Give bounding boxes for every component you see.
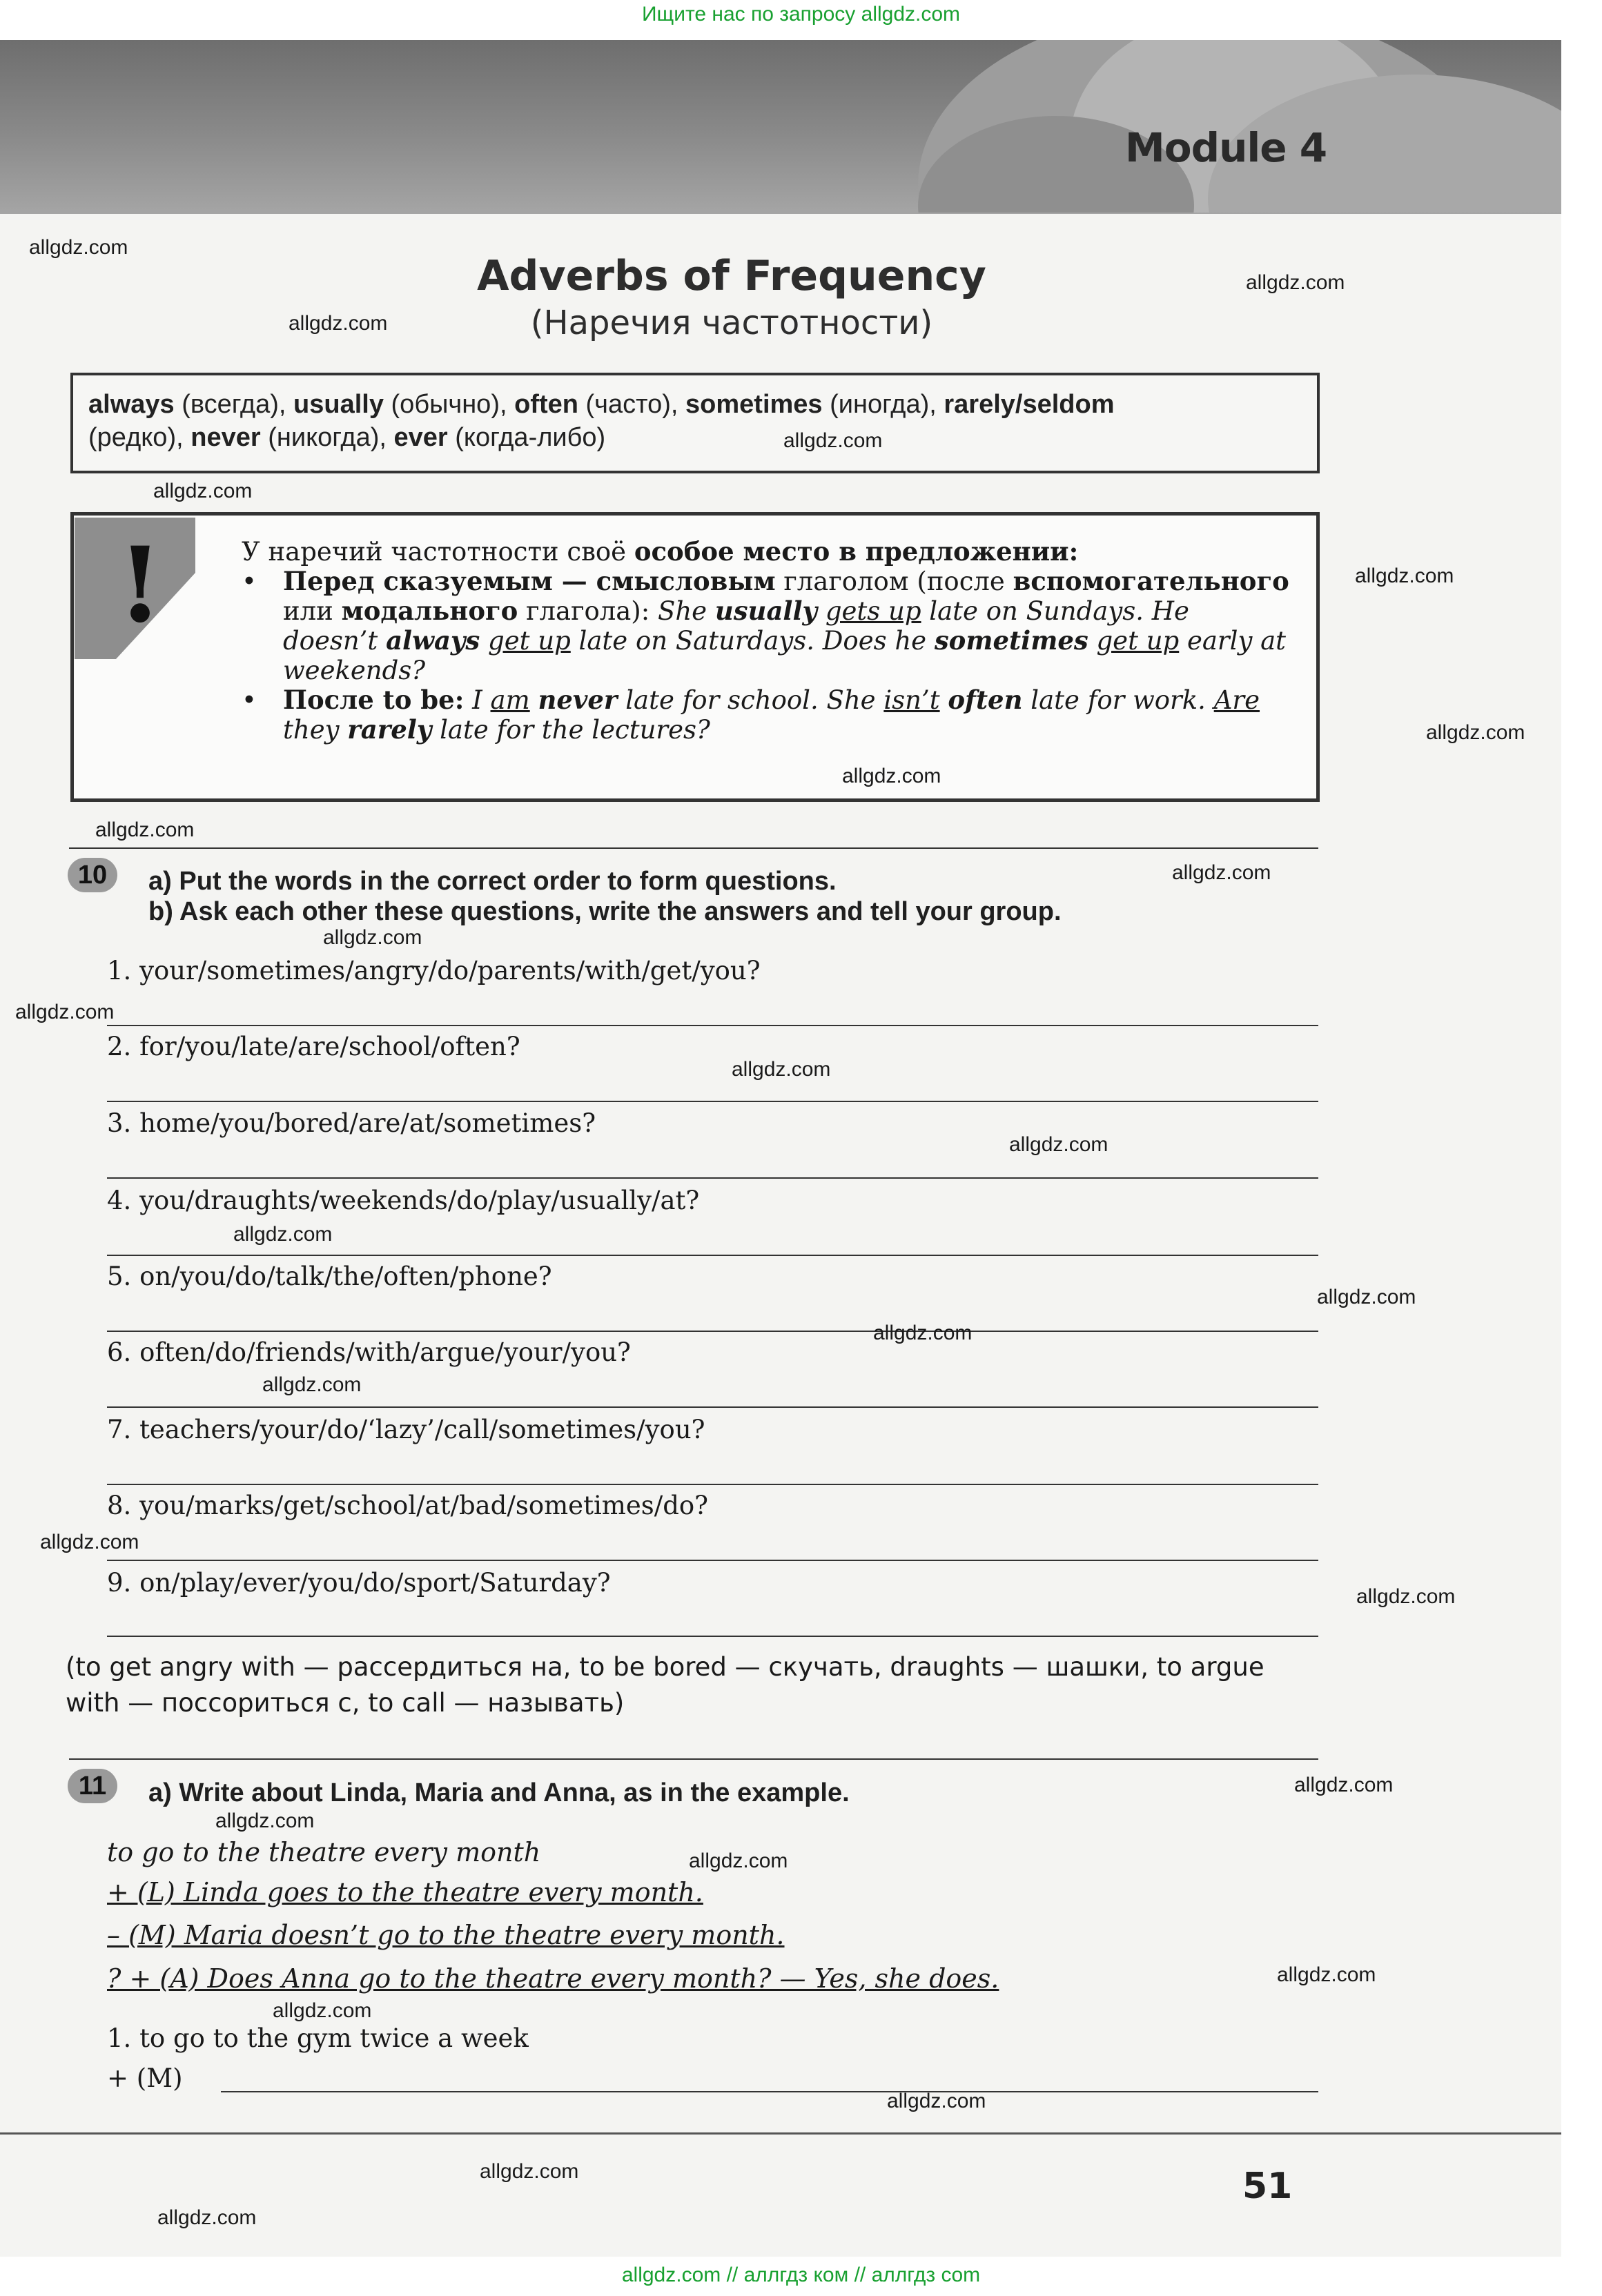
ex11-item-1: 1. to go to the gym twice a week [107,2023,529,2053]
adverb-never-ru: (никогда), [268,423,387,452]
section-title: Adverbs of Frequency [477,252,986,300]
footer-rule [0,2132,1561,2135]
rule-bullet-1: • Перед сказуемым — смысловым глаголом (после вспомогательного или модального глагола): She usually gets up late on Sundays. He doesn’t always get up late on Saturdays. Does he sometimes get up early at weekends? [242,567,1291,685]
answer-line-4[interactable] [107,1255,1318,1256]
exclamation-mark: ! [117,524,163,646]
adverbs-list-box [70,373,1320,473]
watermark: allgdz.com [157,2206,257,2229]
adverb-often: often [514,390,578,419]
watermark: allgdz.com [273,1999,372,2022]
ex11-example-anna: ? + (A) Does Anna go to the theatre every month? — Yes, she does. [107,1963,999,1994]
watermark: allgdz.com [95,818,195,841]
ex11-task-a: a) Write about Linda, Maria and Anna, as in the example. [148,1778,850,1807]
watermark: allgdz.com [289,312,388,335]
watermark: allgdz.com [1294,1774,1394,1796]
watermark: allgdz.com [480,2160,579,2183]
ex10-item-9: 9. on/play/ever/you/do/sport/Saturday? [107,1568,611,1598]
watermark: allgdz.com [40,1531,139,1553]
adverb-usually-ru: (обычно), [391,390,507,419]
adverb-rarely: rarely/seldom [944,390,1115,419]
watermark: allgdz.com [783,429,883,452]
answer-line-5[interactable] [107,1331,1318,1332]
exclamation-icon [75,518,195,659]
ex10-item-3: 3. home/you/bored/are/at/sometimes? [107,1108,596,1138]
watermark: allgdz.com [323,926,422,949]
watermark: allgdz.com [1172,861,1271,884]
adverb-sometimes: sometimes [685,390,823,419]
adverb-always: always [88,390,175,419]
watermark: allgdz.com [29,236,128,259]
answer-line-6[interactable] [107,1406,1318,1408]
ex10-glossary: (to get angry with — рассердиться на, to be bored — скучать, draughts — шашки, to argue with — поссориться с, to call — называть) [66,1652,1264,1718]
watermark: allgdz.com [15,1001,115,1023]
watermark: allgdz.com [873,1322,973,1344]
module-label: Module 4 [1125,124,1327,171]
rule-text [242,537,1291,745]
ex10-item-2: 2. for/you/late/are/school/often? [107,1032,520,1061]
watermark: allgdz.com [689,1849,788,1872]
ex10-task-a: a) Put the words in the correct order to form questions. [148,867,837,896]
rule-intro: У наречий частотности своё особое место в предложении: [242,536,1079,567]
adverb-ever-ru: (когда-либо) [455,423,606,452]
ex10-item-5: 5. on/you/do/talk/the/often/phone? [107,1262,552,1291]
adverb-always-ru: (всегда), [182,390,286,419]
watermark: allgdz.com [262,1373,362,1396]
exercise-10-number: 10 [68,858,117,892]
bottom-banner-link[interactable]: allgdz.com // аллгдз ком // аллгдз com [621,2264,981,2286]
page-number: 51 [1242,2166,1293,2207]
ex11-item-1-prefix: + (M) [107,2063,183,2093]
adverb-ever: ever [393,423,448,452]
answer-line-1[interactable] [107,1025,1318,1026]
top-banner-link[interactable]: Ищите нас по запросу allgdz.com [641,3,961,26]
ex10-item-1: 1. your/sometimes/angry/do/parents/with/get/you? [107,956,761,985]
ex11-example-linda: + (L) Linda goes to the theatre every month. [107,1877,703,1907]
watermark: allgdz.com [1356,1585,1456,1608]
watermark: allgdz.com [1277,1963,1376,1986]
adverb-sometimes-ru: (иногда), [830,390,937,419]
section-subtitle: (Наречия частотности) [530,304,933,342]
watermark: allgdz.com [1355,565,1454,587]
answer-line-2[interactable] [107,1101,1318,1102]
watermark: allgdz.com [1246,271,1345,294]
ex11-example-maria: – (M) Maria doesn’t go to the theatre every month. [107,1920,785,1950]
answer-line-9[interactable] [107,1636,1318,1637]
watermark: allgdz.com [887,2090,986,2112]
rule-bullet-2: • После to be: I am never late for school. She isn’t often late for work. Are they rarely late for the lectures? [242,685,1291,745]
answer-line-3[interactable] [107,1177,1318,1179]
adverb-never: never [191,423,261,452]
adverb-usually: usually [293,390,384,419]
ex11-example-title: to go to the theatre every month [107,1837,541,1867]
watermark: allgdz.com [842,765,941,787]
answer-line-8[interactable] [107,1560,1318,1561]
watermark: allgdz.com [732,1058,831,1081]
watermark: allgdz.com [1009,1133,1108,1156]
watermark: allgdz.com [1317,1286,1416,1308]
adverb-rarely-ru: (редко), [88,423,184,452]
ex10-task-b: b) Ask each other these questions, write the answers and tell your group. [148,897,1062,926]
watermark: allgdz.com [153,480,253,502]
adverb-often-ru: (часто), [585,390,678,419]
exercise-11-number: 11 [68,1769,117,1803]
watermark: allgdz.com [1426,721,1525,744]
ex11-answer-line-1[interactable] [221,2091,1318,2092]
page-edge [1561,40,1602,2255]
ex10-top-rule [69,847,1318,849]
watermark: allgdz.com [215,1809,315,1832]
answer-line-7[interactable] [107,1484,1318,1485]
ex10-item-6: 6. often/do/friends/with/argue/your/you? [107,1337,631,1367]
ex10-item-8: 8. you/marks/get/school/at/bad/sometimes/do? [107,1491,709,1520]
ex11-top-rule [69,1758,1318,1760]
watermark: allgdz.com [233,1223,333,1246]
ex10-item-4: 4. you/draughts/weekends/do/play/usually/at? [107,1186,700,1215]
ex10-item-7: 7. teachers/your/do/‘lazy’/call/sometimes/you? [107,1415,705,1444]
